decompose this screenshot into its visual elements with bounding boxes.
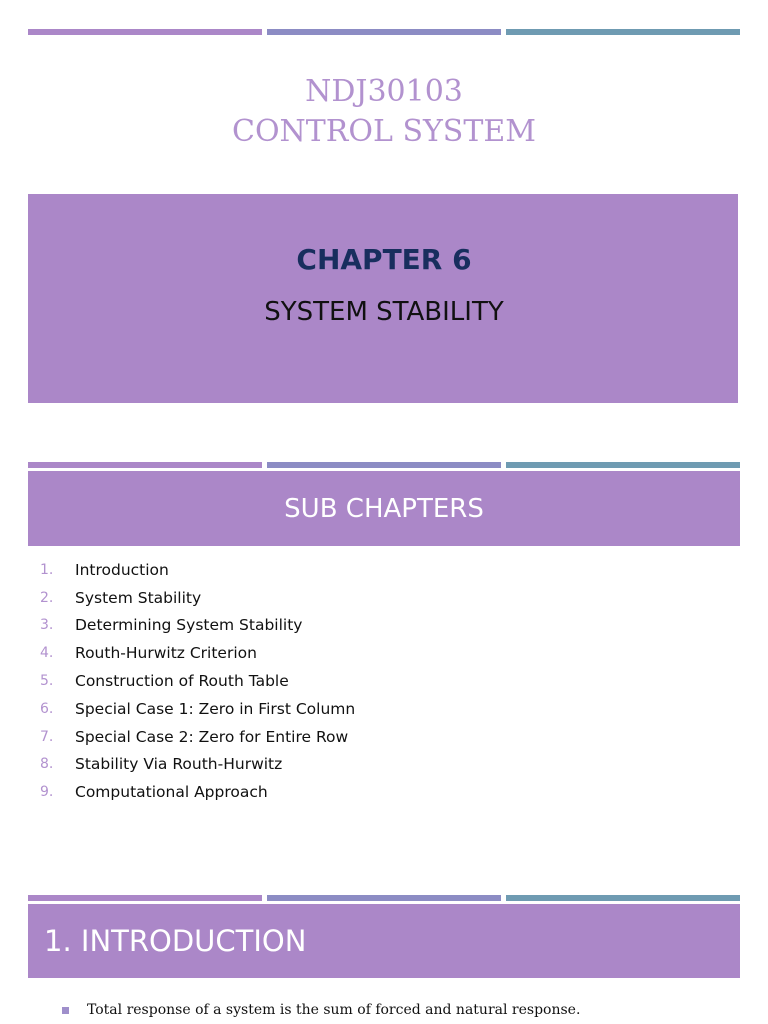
- decorative-stripe-sub-chapters: [28, 462, 740, 468]
- list-item-number: 1.: [40, 561, 54, 578]
- list-item-label: Introduction: [75, 560, 169, 579]
- sub-chapters-list: [40, 556, 355, 806]
- list-item: [40, 556, 355, 584]
- list-item: [40, 778, 355, 806]
- list-item: [40, 695, 355, 723]
- list-item-label: Stability Via Routh-Hurwitz: [75, 755, 283, 774]
- list-item: [40, 723, 355, 751]
- list-item: [40, 639, 355, 667]
- stripe-segment-violet: [267, 29, 501, 35]
- list-item-label: System Stability: [75, 588, 202, 607]
- sub-chapters-header: SUB CHAPTERS: [28, 471, 740, 546]
- list-item-label: Special Case 1: Zero in First Column: [75, 699, 356, 718]
- list-item-label: Special Case 2: Zero for Entire Row: [75, 727, 349, 746]
- list-item-label: Routh-Hurwitz Criterion: [75, 644, 257, 663]
- square-bullet-icon: [62, 1007, 69, 1014]
- list-item-number: 5.: [40, 673, 54, 690]
- list-item-label: Computational Approach: [75, 783, 268, 802]
- stripe-segment-teal: [506, 895, 740, 901]
- list-item: [40, 751, 355, 779]
- list-item-number: 3.: [40, 617, 54, 634]
- stripe-segment-violet: [267, 462, 501, 468]
- stripe-segment-purple: [28, 462, 262, 468]
- list-item: [40, 612, 355, 640]
- stripe-segment-violet: [267, 895, 501, 901]
- stripe-segment-teal: [506, 29, 740, 35]
- course-code: NDJ30103: [305, 74, 463, 109]
- list-item-number: 9.: [40, 784, 54, 801]
- chapter-number: CHAPTER 6: [296, 243, 472, 276]
- stripe-segment-purple: [28, 29, 262, 35]
- list-item-number: 4.: [40, 645, 54, 662]
- bullet-text: Total response of a system is the sum of forced and natural response.: [87, 1002, 581, 1018]
- chapter-title: SYSTEM STABILITY: [264, 297, 504, 327]
- list-item-number: 6.: [40, 700, 54, 717]
- list-item-number: 2.: [40, 589, 54, 606]
- stripe-segment-purple: [28, 895, 262, 901]
- list-item: [40, 584, 355, 612]
- list-item-label: Construction of Routh Table: [75, 672, 289, 691]
- decorative-stripe-introduction: [28, 895, 740, 901]
- course-title-block: [0, 72, 768, 152]
- bullet-point: [62, 1002, 580, 1018]
- list-item-number: 8.: [40, 756, 54, 773]
- course-name: CONTROL SYSTEM: [232, 114, 536, 149]
- list-item-label: Determining System Stability: [75, 616, 303, 635]
- list-item: [40, 667, 355, 695]
- introduction-header: 1. INTRODUCTION: [28, 904, 740, 978]
- decorative-stripe-top: [28, 29, 740, 35]
- stripe-segment-teal: [506, 462, 740, 468]
- list-item-number: 7.: [40, 728, 54, 745]
